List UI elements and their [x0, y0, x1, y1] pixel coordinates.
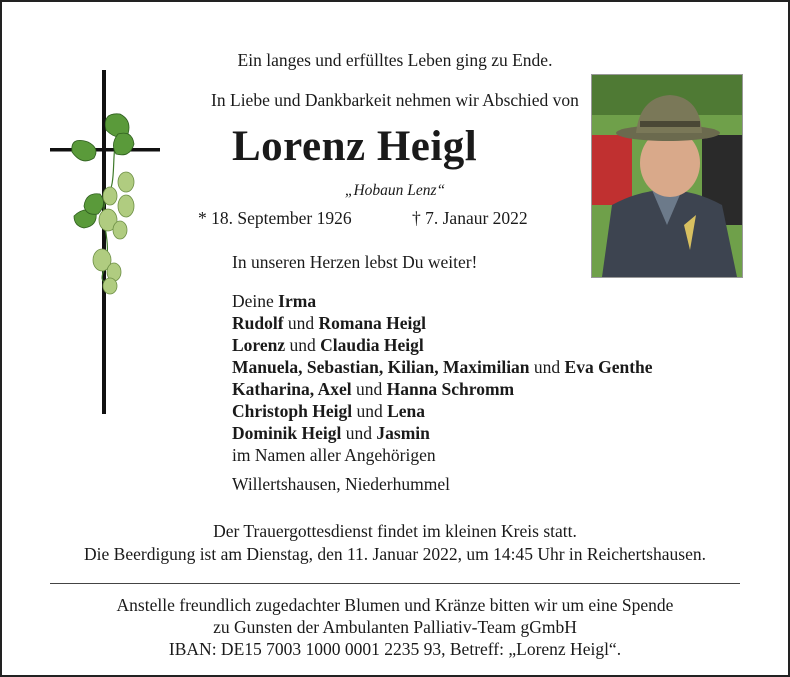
portrait-photo — [591, 74, 743, 278]
motto: In unseren Herzen lebst Du weiter! — [232, 252, 478, 272]
birth-date: * 18. September 1926 — [198, 208, 352, 228]
family-name: Lorenz — [232, 335, 286, 355]
family-connector: und — [283, 313, 319, 333]
family-line — [232, 422, 653, 444]
family-line — [232, 378, 653, 400]
family-list — [232, 290, 653, 466]
cross-horizontal-beam — [50, 148, 160, 152]
deceased-name: Lorenz Heigl — [232, 123, 478, 170]
donation-line-2: zu Gunsten der Ambulanten Palliativ-Team gGmbH — [213, 617, 577, 637]
family-name: Eva Genthe — [564, 357, 653, 377]
intro-line-2: In Liebe und Dankbarkeit nehmen wir Abschied von — [211, 90, 579, 110]
family-line — [232, 290, 653, 312]
donation-line-3: IBAN: DE15 7003 1000 0001 2235 93, Betreff: „Lorenz Heigl“. — [168, 639, 622, 659]
family-name: Christoph Heigl — [232, 401, 353, 421]
family-line — [232, 356, 653, 378]
family-connector: Deine — [232, 291, 279, 311]
cross-with-hops-icon — [48, 70, 168, 416]
family-name: Irma — [278, 291, 317, 311]
family-name: Manuela, Sebastian, Kilian, Maximilian — [232, 357, 530, 377]
family-name: Rudolf — [232, 313, 284, 333]
death-date: † 7. Janaur 2022 — [412, 208, 528, 228]
intro-line-1: Ein langes und erfülltes Leben ging zu Ende. — [237, 50, 553, 70]
family-name: Claudia Heigl — [320, 335, 424, 355]
family-name: Jasmin — [376, 423, 430, 443]
family-connector: und — [352, 401, 388, 421]
family-line — [232, 312, 653, 334]
service-line-1: Der Trauergottesdienst findet im kleinen Kreis statt. — [213, 521, 577, 541]
family-name: Dominik Heigl — [232, 423, 342, 443]
family-line — [232, 334, 653, 356]
service-line-2: Die Beerdigung ist am Dienstag, den 11. Januar 2022, um 14:45 Uhr in Reichertshausen. — [84, 544, 706, 564]
divider — [50, 583, 740, 584]
places: Willertshausen, Niederhummel — [232, 474, 450, 494]
family-connector: und — [341, 423, 377, 443]
family-connector: und — [529, 357, 565, 377]
family-name: Romana Heigl — [318, 313, 426, 333]
family-name: Katharina, Axel — [232, 379, 352, 399]
family-line — [232, 444, 653, 466]
family-connector: und — [351, 379, 387, 399]
donation-line-1: Anstelle freundlich zugedachter Blumen und Kränze bitten wir um eine Spende — [116, 595, 674, 615]
family-name: Hanna Schromm — [386, 379, 515, 399]
family-connector: im Namen aller Angehörigen — [232, 445, 436, 465]
deceased-nickname: „Hobaun Lenz“ — [344, 182, 446, 199]
family-name: Lena — [387, 401, 426, 421]
family-connector: und — [285, 335, 321, 355]
family-line — [232, 400, 653, 422]
